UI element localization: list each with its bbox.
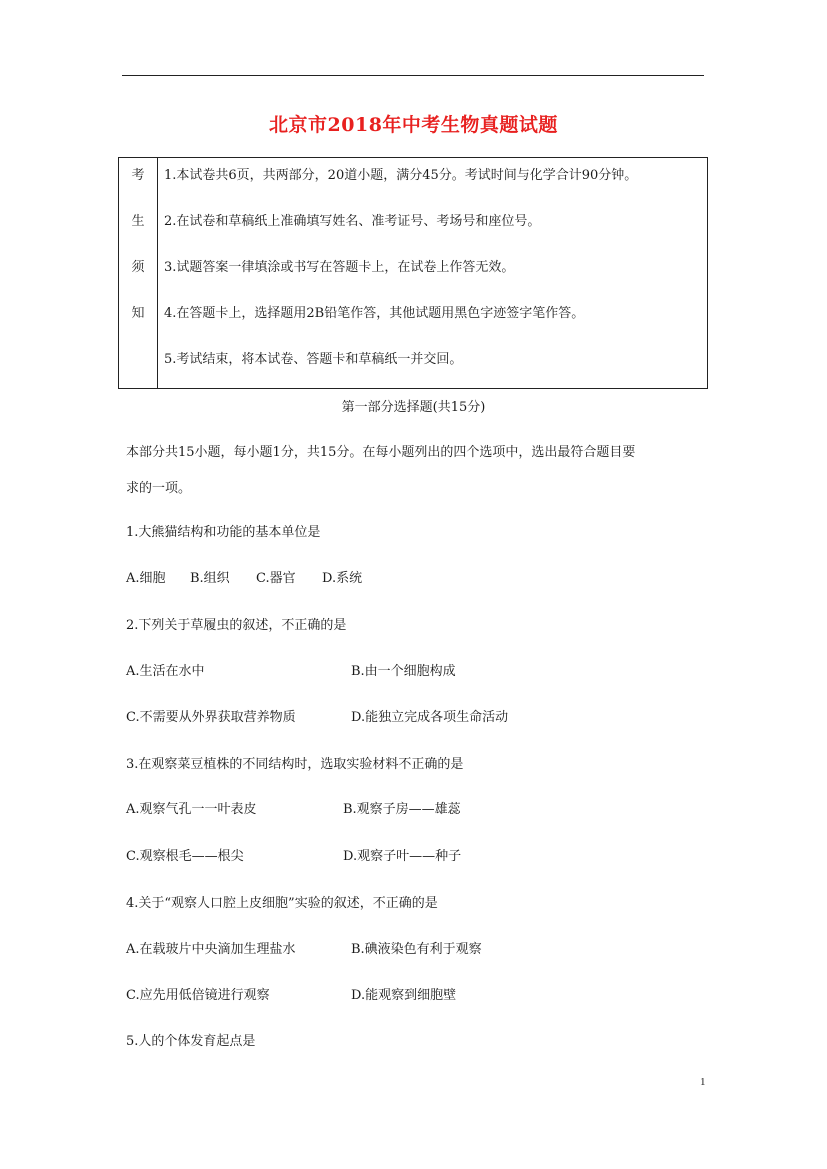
question-option: C.器官 (256, 571, 296, 586)
question-stem: 2.下列关于草履虫的叙述，不正确的是 (126, 618, 347, 633)
notice-label-char: 知 (131, 306, 145, 321)
question-stem: 1.大熊猫结构和功能的基本单位是 (126, 525, 321, 540)
notice-item: 1.本试卷共6页，共两部分，20道小题，满分45分。考试时间与化学合计90分钟。 (164, 168, 638, 183)
notice-box (118, 157, 708, 389)
question-option: C.观察根毛——根尖 (126, 849, 244, 864)
notice-label-char: 考 (131, 168, 145, 183)
question-option: A.在载玻片中央滴加生理盐水 (126, 942, 296, 957)
section-intro: 本部分共15小题，每小题1分，共15分。在每小题列出的四个选项中，选出最符合题目要 (126, 445, 636, 460)
question-stem: 4.关于“观察人口腔上皮细胞”实验的叙述，不正确的是 (126, 896, 438, 911)
question-option: A.生活在水中 (126, 664, 205, 679)
question-option: C.不需要从外界获取营养物质 (126, 710, 296, 725)
question-stem: 3.在观察菜豆植株的不同结构时，选取实验材料不正确的是 (126, 757, 464, 772)
notice-item: 3.试题答案一律填涂或书写在答题卡上，在试卷上作答无效。 (164, 260, 515, 275)
question-option: B.碘液染色有利于观察 (351, 942, 482, 957)
page-title: 北京市2018年中考生物真题试题 (269, 114, 558, 136)
notice-item: 5.考试结束，将本试卷、答题卡和草稿纸一并交回。 (164, 352, 463, 367)
question-option: D.能观察到细胞壁 (351, 988, 457, 1003)
question-option: B.由一个细胞构成 (351, 664, 456, 679)
notice-label-char: 须 (131, 260, 145, 275)
header-rule (122, 75, 704, 76)
notice-divider (157, 158, 158, 388)
section-intro: 求的一项。 (126, 481, 192, 496)
question-option: B.观察子房——雄蕊 (343, 802, 461, 817)
section-heading: 第一部分选择题(共15分) (341, 400, 486, 415)
question-stem: 5.人的个体发育起点是 (126, 1034, 256, 1049)
question-option: A.细胞 (126, 571, 166, 586)
question-option: C.应先用低倍镜进行观察 (126, 988, 270, 1003)
page-number: 1 (700, 1076, 706, 1088)
question-option: D.系统 (322, 571, 363, 586)
question-option: D.观察子叶——种子 (343, 849, 462, 864)
question-option: D.能独立完成各项生命活动 (351, 710, 509, 725)
notice-item: 2.在试卷和草稿纸上准确填写姓名、准考证号、考场号和座位号。 (164, 214, 541, 229)
question-option: B.组织 (190, 571, 230, 586)
question-option: A.观察气孔一一叶表皮 (126, 802, 257, 817)
notice-item: 4.在答题卡上，选择题用2B铅笔作答，其他试题用黑色字迹签字笔作答。 (164, 306, 585, 321)
notice-label-char: 生 (131, 214, 145, 229)
